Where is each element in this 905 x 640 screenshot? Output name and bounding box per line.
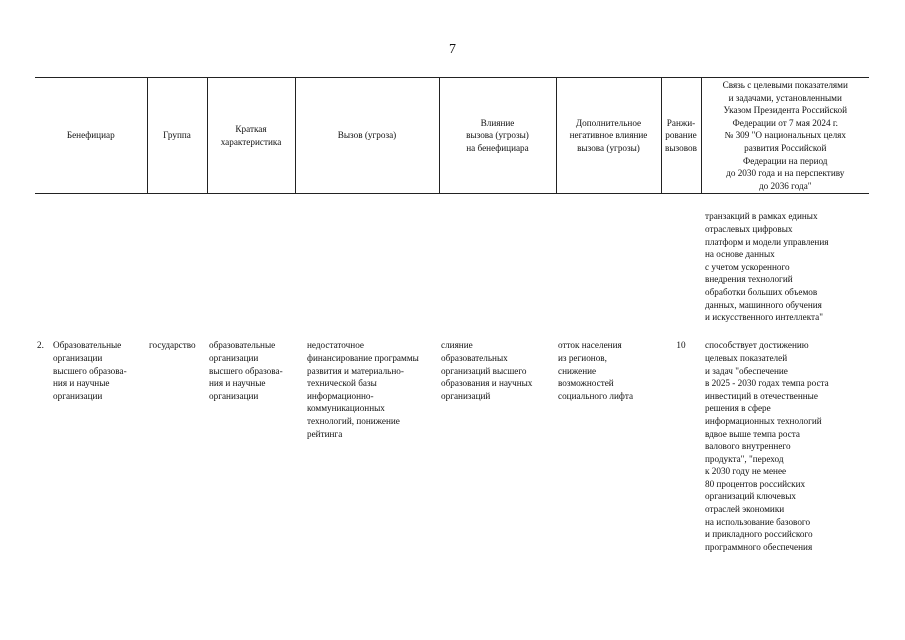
header-challenge: Вызов (угроза) (295, 78, 439, 194)
header-additional-impact: Дополнительное негативное влияние вызова (угрозы) (556, 78, 661, 194)
link-cell: способствует достижению целевых показателей и задач "обеспечение в 2025 - 2030 годах темпа роста инвестиций в отечественные решения в сфере информационных технологий вдвое выше темпа роста валового внутреннего продукта", "переход к 2030 году не менее 80 процентов российских организаций ключевых отраслей экономики на использование базового и прикладного российского программного обеспечения (705, 340, 829, 552)
characteristic-cell: образовательные организации высшего образова- ния и научные организации (209, 340, 283, 401)
table-header-row (35, 78, 869, 194)
table-row (35, 338, 869, 553)
continuation-text: транзакций в рамках единых отраслевых цифровых платформ и модели управления на основе данных с учетом ускоренного внедрения технологий обработки больших объемов данных, машинного обучения и искусственного интеллекта" (705, 211, 829, 323)
header-beneficiary: Бенефициар (35, 78, 147, 194)
ranking-cell: 10 (676, 340, 686, 351)
row-number: 2. (37, 340, 44, 351)
header-characteristic: Краткая характеристика (207, 78, 295, 194)
header-ranking: Ранжи- рование вызовов (661, 78, 701, 194)
additional-impact-cell: отток населения из регионов, снижение возможностей социального лифта (558, 340, 634, 401)
continuation-row (35, 194, 869, 339)
header-link: Связь с целевыми показателями и задачами, установленными Указом Президента Российской Федерации от 7 мая 2024 г. № 309 "О национальных целях развития Российской Федерации на период до 2030 года и на перспективу до 2036 года" (701, 78, 869, 194)
header-impact: Влияние вызова (угрозы) на бенефициара (439, 78, 556, 194)
page-number: 7 (449, 42, 456, 57)
impact-cell: слияние образовательных организаций высшего образования и научных организаций (441, 340, 533, 401)
group-cell: государство (149, 340, 196, 351)
beneficiary-text: Образовательные организации высшего образова- ния и научные организации (53, 340, 127, 401)
challenge-cell: недостаточное финансирование программы развития и материально- технической базы информационно- коммуникационных технологий, понижение рейтинга (307, 340, 419, 439)
beneficiary-cell (35, 338, 147, 553)
challenges-table (35, 77, 869, 553)
header-group: Группа (147, 78, 207, 194)
